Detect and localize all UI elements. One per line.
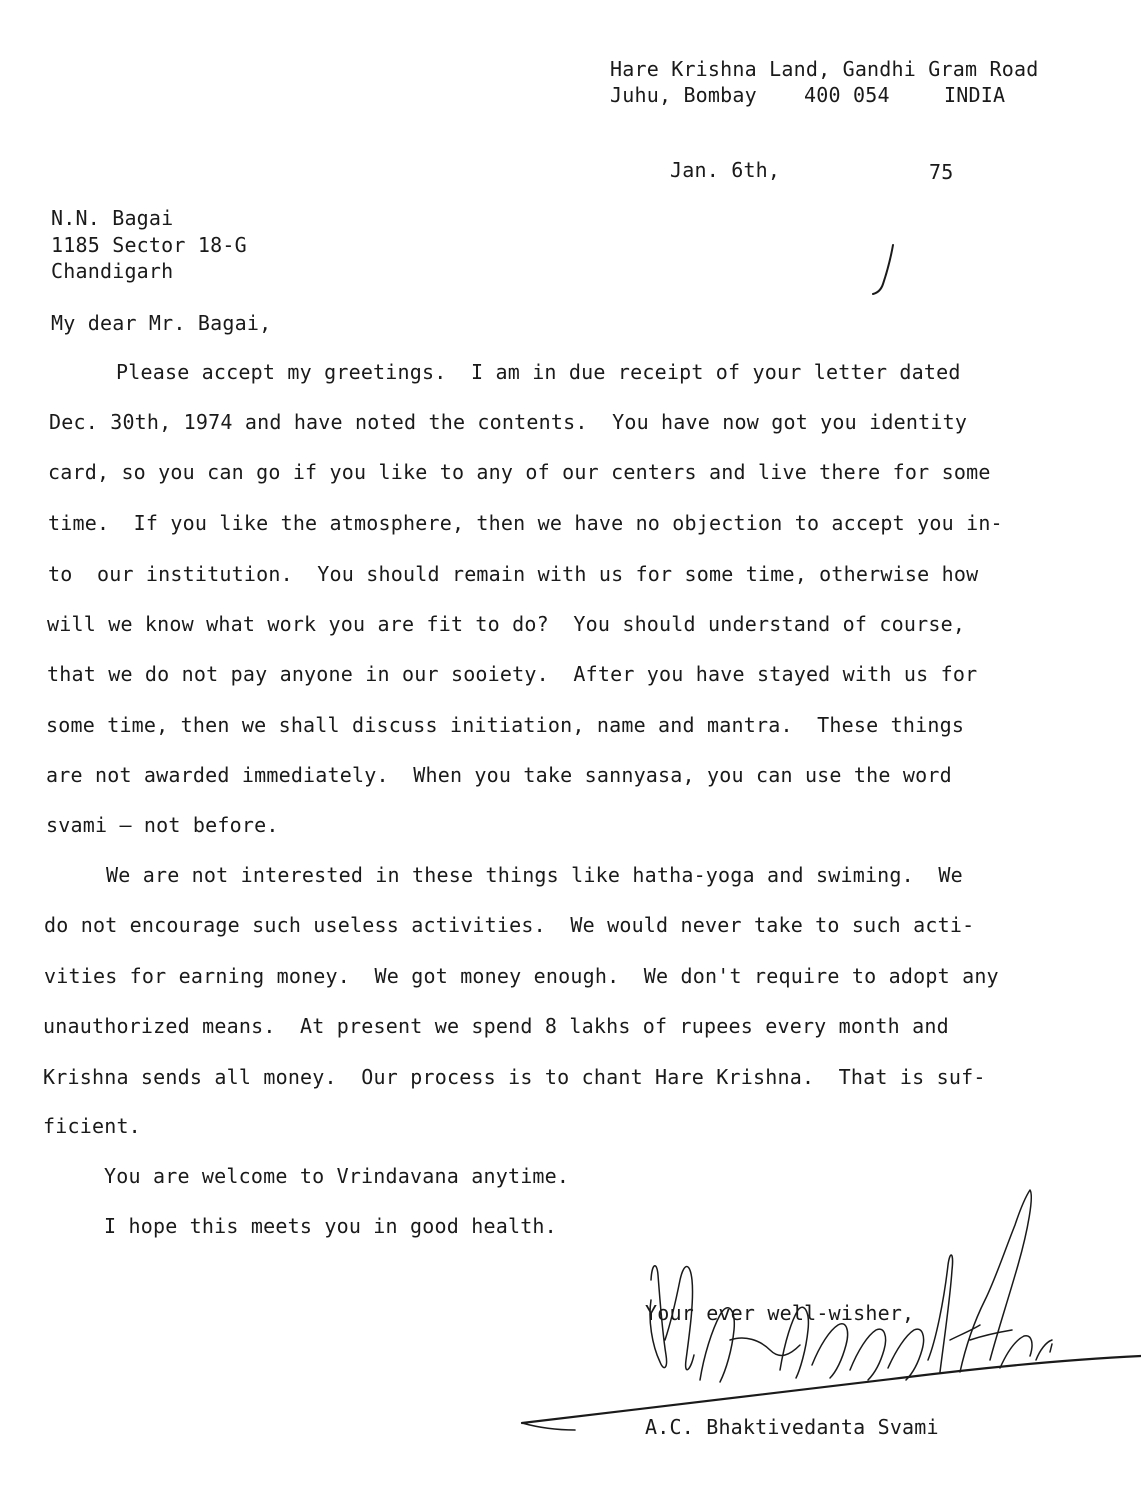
- body-line: svami — not before.: [46, 813, 279, 837]
- letterhead-country: INDIA: [944, 83, 1006, 107]
- body-line: Please accept my greetings. I am in due receipt of your letter dated: [116, 360, 961, 384]
- date-year: 75: [929, 160, 954, 184]
- body-line: ficient.: [43, 1114, 141, 1138]
- recipient-name: N.N. Bagai: [51, 206, 174, 230]
- letterhead-city: Juhu, Bombay: [610, 83, 757, 107]
- body-line: unauthorized means. At present we spend 8 lakhs of rupees every month and: [43, 1014, 949, 1038]
- body-line: will we know what work you are fit to do? You should understand of course,: [47, 612, 966, 636]
- body-line: time. If you like the atmosphere, then we have no objection to accept you in-: [48, 511, 1003, 535]
- body-line: I hope this meets you in good health.: [104, 1214, 557, 1238]
- body-line: Dec. 30th, 1974 and have noted the contents. You have now got you identity: [49, 410, 968, 434]
- recipient-city: Chandigarh: [51, 259, 174, 283]
- body-line: to our institution. You should remain with us for some time, otherwise how: [48, 562, 979, 586]
- body-line: that we do not pay anyone in our sooiety. After you have stayed with us for: [47, 662, 978, 686]
- body-line: vities for earning money. We got money enough. We don't require to adopt any: [44, 964, 999, 988]
- body-line: Krishna sends all money. Our process is to chant Hare Krishna. That is suf-: [43, 1065, 986, 1089]
- body-line: are not awarded immediately. When you take sannyasa, you can use the word: [46, 763, 952, 787]
- body-line: do not encourage such useless activities. We would never take to such acti-: [44, 913, 975, 937]
- body-line: some time, then we shall discuss initiation, name and mantra. These things: [46, 713, 965, 737]
- signature-underline: [522, 1356, 1141, 1423]
- closing: Your ever well-wisher,: [645, 1301, 915, 1325]
- letterhead-pin: 400 054: [804, 83, 890, 107]
- signatory-name: A.C. Bhaktivedanta Svami: [645, 1415, 939, 1439]
- signature-scrawl: [650, 1190, 1052, 1382]
- date-text: Jan. 6th,: [670, 158, 781, 182]
- body-line: You are welcome to Vrindavana anytime.: [104, 1164, 570, 1188]
- body-line: card, so you can go if you like to any of our centers and live there for some: [48, 460, 991, 484]
- letterhead-line-1: Hare Krishna Land, Gandhi Gram Road: [610, 57, 1039, 81]
- salutation: My dear Mr. Bagai,: [51, 311, 272, 335]
- body-line: We are not interested in these things like hatha-yoga and swiming. We: [106, 863, 963, 887]
- recipient-street: 1185 Sector 18-G: [51, 233, 247, 257]
- check-mark: [873, 245, 893, 294]
